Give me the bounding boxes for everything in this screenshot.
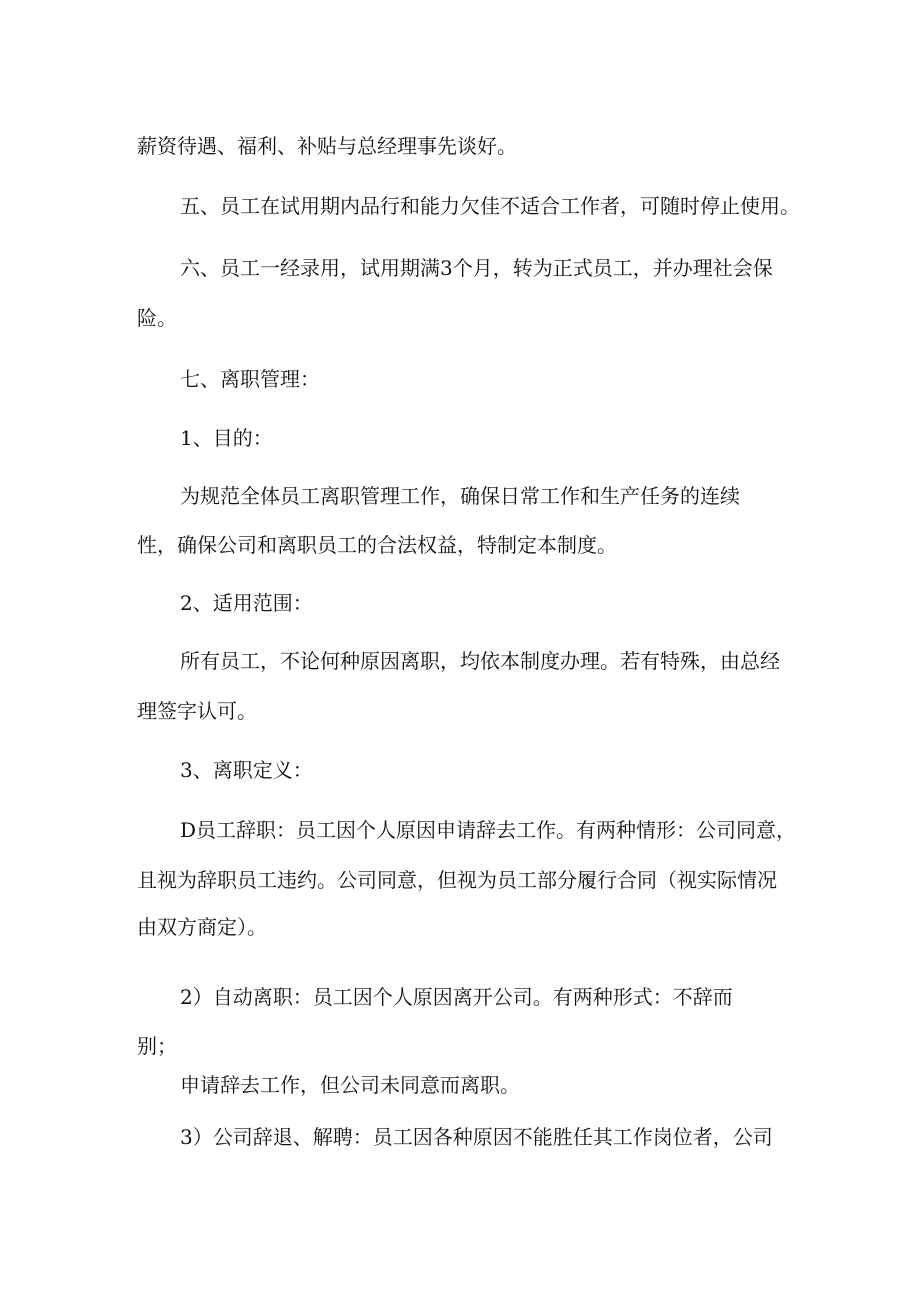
- text-line-def-2: 2）自动离职：员工因个人原因离开公司。有两种形式：不辞而: [180, 985, 733, 1009]
- subheading-purpose: 1、目的：: [180, 426, 273, 450]
- text-line-def-1b: 且视为辞职员工违约。公司同意，但视为员工部分履行合同（视实际情况: [137, 868, 777, 892]
- subheading-scope: 2、适用范围：: [180, 591, 313, 615]
- text-line-scope-1: 所有员工，不论何种原因离职，均依本制度办理。若有特殊，由总经: [180, 649, 780, 673]
- subheading-definition: 3、离职定义：: [180, 758, 313, 782]
- text-line-item-5: 五、员工在试用期内品行和能力欠佳不适合工作者，可随时停止使用。: [180, 194, 800, 218]
- text-line-def-1: D员工辞职：员工因个人原因申请辞去工作。有两种情形：公司同意，: [180, 818, 797, 842]
- text-line-purpose-1: 为规范全体员工离职管理工作，确保日常工作和生产任务的连续: [180, 484, 740, 508]
- text-line-salary: 薪资待遇、福利、补贴与总经理事先谈好。: [137, 134, 517, 158]
- text-line-def-3: 3）公司辞退、解聘：员工因各种原因不能胜任其工作岗位者，公司: [180, 1125, 773, 1149]
- text-line-item-6-cont: 险。: [137, 306, 177, 330]
- section-heading-resignation: 七、离职管理：: [180, 367, 320, 391]
- text-line-def-2c: 申请辞去工作，但公司未同意而离职。: [180, 1073, 520, 1097]
- text-line-def-2b: 别；: [137, 1034, 177, 1058]
- text-line-purpose-2: 性，确保公司和离职员工的合法权益，特制定本制度。: [137, 533, 617, 557]
- text-line-item-6: 六、员工一经录用，试用期满3个月，转为正式员工，并办理社会保: [180, 256, 773, 280]
- text-line-def-1c: 由双方商定）。: [137, 915, 267, 939]
- text-line-scope-2: 理签字认可。: [137, 699, 257, 723]
